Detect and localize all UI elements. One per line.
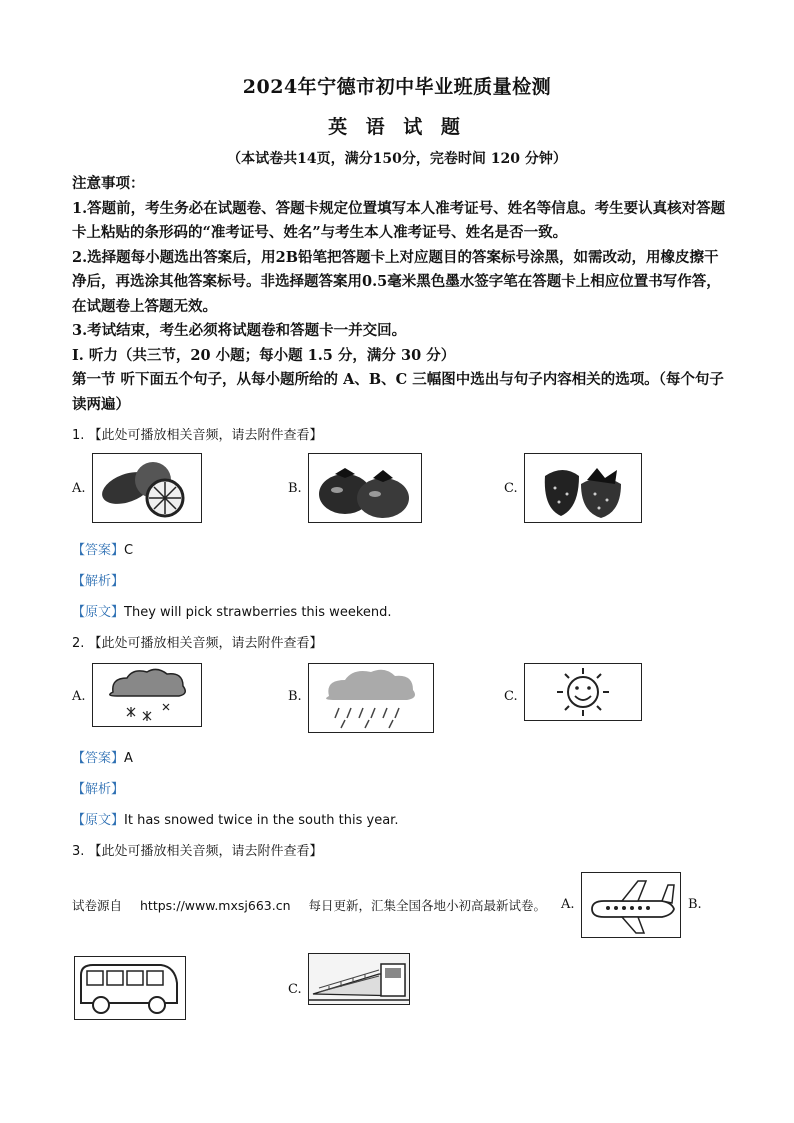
q1-option-a-image[interactable] (92, 453, 202, 523)
q3-option-b-image[interactable] (74, 956, 186, 1020)
note-item-2: 2.选择题每小题选出答案后，用2B铅笔把答题卡上对应题目的答案标号涂黑，如需改动，用橡皮擦干净后，再选涂其他答案标号。非选择题答案用0.5毫米黑色墨水签字笔在答题卡上相应位置书写作答，在试题卷上答题无效。 (72, 248, 721, 315)
answer-tag: 【答案】 (72, 751, 125, 766)
exam-subject: 英 语 试 题 (328, 116, 466, 138)
question-2-prompt[interactable]: 2. 【此处可播放相关音频，请去附件查看】 (72, 636, 323, 651)
snow-cloud-icon (93, 664, 201, 726)
q1-analysis-tag: 【解析】 (72, 574, 125, 589)
original-tag: 【原文】 (72, 813, 125, 828)
q1-option-b-label[interactable]: B. (288, 481, 302, 496)
q2-option-c-image[interactable] (524, 663, 642, 721)
original-text: They will pick strawberries this weekend. (124, 605, 392, 620)
q1-original (72, 601, 392, 620)
source-suffix: 每日更新，汇集全国各地小初高最新试卷。 (308, 898, 546, 913)
notes-block (72, 172, 732, 417)
q3-option-a-label[interactable]: A. (561, 897, 575, 912)
sun-icon (525, 664, 641, 720)
q3-option-c-label[interactable]: C. (288, 982, 302, 997)
orange-icon (93, 454, 201, 522)
source-url[interactable]: https://www.mxsj663.cn (140, 898, 291, 913)
source-prefix: 试卷源自 (72, 898, 123, 913)
original-text: It has snowed twice in the south this year. (124, 813, 399, 828)
answer-value: A (124, 751, 133, 766)
rain-cloud-icon (309, 664, 433, 732)
persimmon-icon (309, 454, 421, 522)
q3-option-a-image[interactable] (581, 872, 681, 938)
airplane-icon (582, 873, 680, 937)
q3-option-b-label[interactable]: B. (688, 897, 702, 912)
q1-option-c-image[interactable] (524, 453, 642, 523)
answer-value: C (124, 543, 134, 558)
source-line (72, 896, 560, 914)
q2-answer (72, 747, 133, 766)
exam-title: 2024年宁德市初中毕业班质量检测 (242, 76, 552, 98)
q2-option-a-image[interactable] (92, 663, 202, 727)
exam-info: （本试卷共14页，满分150分，完卷时间 120 分钟） (227, 151, 567, 167)
q2-option-b-image[interactable] (308, 663, 434, 733)
strawberry-icon (525, 454, 641, 522)
section-heading: Ⅰ. 听力（共三节，20 小题；每小题 1.5 分，满分 30 分） (72, 346, 456, 364)
answer-tag: 【答案】 (72, 543, 125, 558)
q1-option-a-label[interactable]: A. (72, 481, 86, 496)
q1-option-b-image[interactable] (308, 453, 422, 523)
train-icon (309, 954, 409, 1004)
original-tag: 【原文】 (72, 605, 125, 620)
question-3-prompt[interactable]: 3. 【此处可播放相关音频，请去附件查看】 (72, 844, 323, 859)
notes-heading: 注意事项： (72, 175, 145, 192)
q3-option-c-image[interactable] (308, 953, 410, 1005)
note-item-3: 3.考试结束，考生必须将试题卷和答题卡一并交回。 (72, 322, 407, 339)
q1-answer (72, 539, 133, 558)
bus-icon (75, 957, 185, 1019)
note-item-1: 1.答题前，考生务必在试题卷、答题卡规定位置填写本人准考证号、姓名等信息。考生要认真核对答题卡上粘贴的条形码的“准考证号、姓名”与考生本人准考证号、姓名是否一致。 (72, 199, 726, 241)
part-instruction: 第一节 听下面五个句子，从每小题所给的 A、B、C 三幅图中选出与句子内容相关的选项。（每个句子读两遍） (72, 371, 724, 413)
q2-analysis-tag: 【解析】 (72, 782, 125, 797)
q2-option-c-label[interactable]: C. (504, 689, 518, 704)
question-1-prompt[interactable]: 1. 【此处可播放相关音频，请去附件查看】 (72, 428, 323, 443)
q2-option-b-label[interactable]: B. (288, 689, 302, 704)
q2-option-a-label[interactable]: A. (72, 689, 86, 704)
q1-option-c-label[interactable]: C. (504, 481, 518, 496)
q2-original (72, 809, 398, 828)
